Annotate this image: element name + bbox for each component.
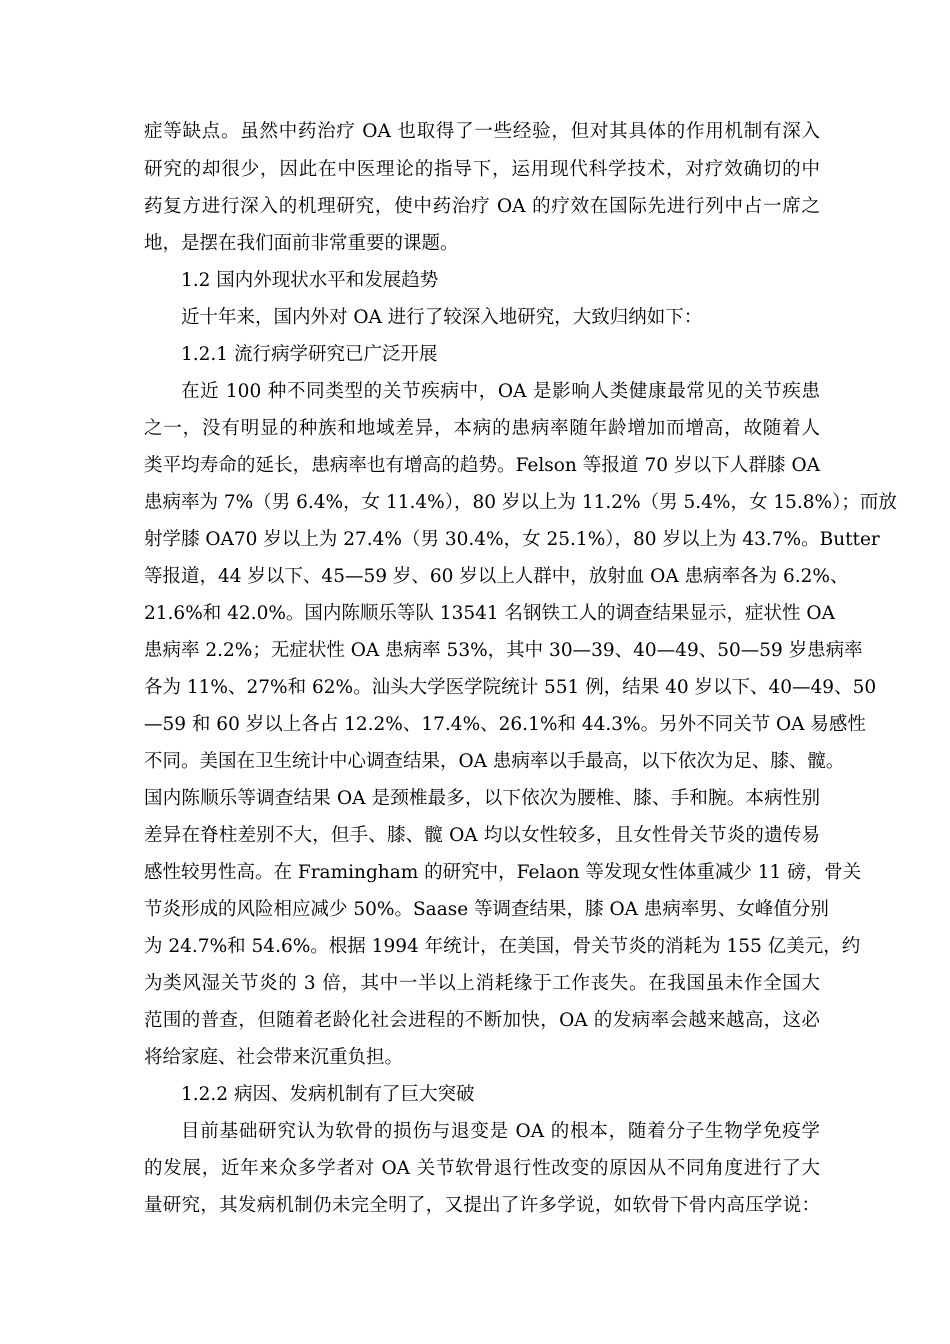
text-line: 射学膝 OA70 岁以上为 27.4%（男 30.4%，女 25.1%），80 岁以上为 43.7%。Butter [144,529,880,550]
text-line: 为 24.7%和 54.6%。根据 1994 年统计，在美国，骨关节炎的消耗为 155 亿美元，约 [144,936,861,957]
text-line: 地，是摆在我们面前非常重要的课题。 [144,233,459,254]
text-line: 21.6%和 42.0%。国内陈顺乐等队 13541 名钢铁工人的调查结果显示，症状性 OA [144,603,835,624]
text-line: 差异在脊柱差别不大，但手、膝、髋 OA 均以女性较多，且女性骨关节炎的遗传易 [144,825,820,846]
text-line: 之一，没有明显的种族和地域差异，本病的患病率随年龄增加而增高，故随着人 [144,418,820,439]
text-line: 各为 11%、27%和 62%。汕头大学医学院统计 551 例，结果 40 岁以下、40—49、50 [144,677,877,698]
text-line: 药复方进行深入的机理研究，使中药治疗 OA 的疗效在国际先进行列中占一席之 [144,196,820,217]
text-line: 类平均寿命的延长，患病率也有增高的趋势。Felson 等报道 70 岁以下人群膝 OA [144,455,820,476]
text-line: 患病率为 7%（男 6.4%，女 11.4%），80 岁以上为 11.2%（男 5.4%，女 15.8%）；而放 [144,492,897,513]
text-line: 不同。美国在卫生统计中心调查结果，OA 患病率以手最高，以下依次为足、膝、髋。 [144,751,845,772]
intro-line: 近十年来，国内外对 OA 进行了较深入地研究，大致归纳如下： [181,307,703,328]
text-line: 将给家庭、社会带来沉重负担。 [144,1047,404,1068]
paragraph-first-line: 目前基础研究认为软骨的损伤与退变是 OA 的根本，随着分子生物学免疫学 [181,1121,820,1142]
text-line: 国内陈顺乐等调查结果 OA 是颈椎最多，以下依次为腰椎、膝、手和腕。本病性别 [144,788,820,809]
subsection-heading: 1.2.2 病因、发病机制有了巨大突破 [181,1084,475,1105]
text-line: 的发展，近年来众多学者对 OA 关节软骨退行性改变的原因从不同角度进行了大 [144,1158,820,1179]
text-line: 量研究，其发病机制仍未完全明了，又提出了许多学说，如软骨下骨内高压学说： [144,1195,820,1216]
text-line: 等报道，44 岁以下、45—59 岁、60 岁以上人群中，放射血 OA 患病率各为 6.2%、 [144,566,849,587]
text-line: —59 和 60 岁以上各占 12.2%、17.4%、26.1%和 44.3%。另外不同关节 OA 易感性 [144,714,866,735]
text-line: 研究的却很少，因此在中医理论的指导下，运用现代科学技术，对疗效确切的中 [144,159,820,180]
section-heading: 1.2 国内外现状水平和发展趋势 [181,270,439,291]
paragraph-first-line: 在近 100 种不同类型的关节疾病中，OA 是影响人类健康最常见的关节疾患 [181,381,820,402]
text-line: 患病率 2.2%；无症状性 OA 患病率 53%，其中 30—39、40—49、50—59 岁患病率 [144,640,863,661]
subsection-heading: 1.2.1 流行病学研究已广泛开展 [181,344,438,365]
text-line: 范围的普查，但随着老龄化社会进程的不断加快，OA 的发病率会越来越高，这必 [144,1010,820,1031]
text-line: 症等缺点。虽然中药治疗 OA 也取得了一些经验，但对其具体的作用机制有深入 [144,121,820,142]
text-line: 为类风湿关节炎的 3 倍，其中一半以上消耗缘于工作丧失。在我国虽未作全国大 [144,973,820,994]
text-line: 感性较男性高。在 Framingham 的研究中，Felaon 等发现女性体重减少 11 磅，骨关 [144,862,862,883]
text-line: 节炎形成的风险相应减少 50%。Saase 等调查结果，膝 OA 患病率男、女峰值分别 [144,899,829,920]
